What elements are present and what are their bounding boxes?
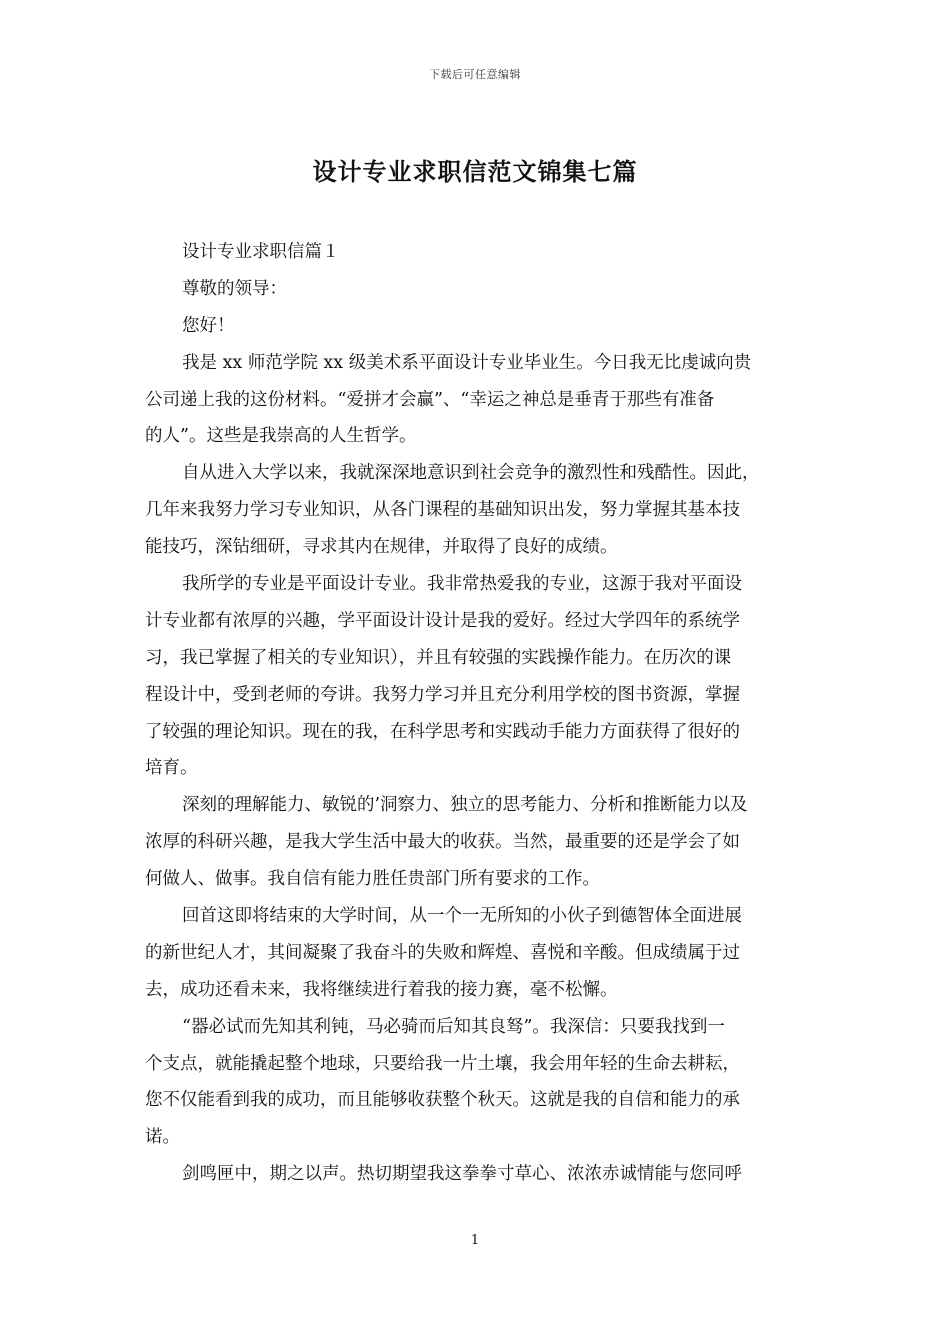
body-line: 深刻的理解能力、敏锐的’洞察力、独立的思考能力、分析和推断能力以及: [182, 795, 748, 816]
body-line: 的新世纪人才，其间凝聚了我奋斗的失败和辉煌、喜悦和辛酸。但成绩属于过: [145, 942, 740, 963]
body-line: 回首这即将结束的大学时间，从一个一无所知的小伙子到德智体全面进展: [182, 906, 742, 927]
body-line: 设计专业求职信篇１: [182, 242, 340, 262]
body-line: 诺。: [145, 1127, 180, 1148]
body-line: 何做人、做事。我自信有能力胜任贵部门所有要求的工作。: [145, 869, 600, 890]
body-line: 去，成功还看未来，我将继续进行着我的接力赛，毫不松懈。: [145, 979, 618, 1000]
body-line: 您不仅能看到我的成功，而且能够收获整个秋天。这就是我的自信和能力的承: [145, 1090, 740, 1111]
document-title: 设计专业求职信范文锦集七篇: [312, 157, 638, 186]
body-line: 能技巧，深钻细研，寻求其内在规律，并取得了良好的成绩。: [145, 537, 618, 558]
body-line: 了较强的理论知识。现在的我，在科学思考和实践动手能力方面获得了很好的: [145, 721, 740, 742]
document-body: [145, 234, 810, 1193]
header-note: 下载后可任意编辑: [429, 68, 521, 81]
body-line: 的人”。这些是我崇高的人生哲学。: [145, 426, 417, 447]
body-line: 尊敬的领导：: [182, 278, 287, 299]
body-line: 几年来我努力学习专业知识，从各门课程的基础知识出发，努力掌握其基本技: [145, 500, 740, 521]
page-number: 1: [470, 1233, 480, 1248]
body-line: 程设计中，受到老师的夸讲。我努力学习并且充分利用学校的图书资源，掌握: [145, 684, 740, 705]
body-line: “器必试而先知其利钝，马必骑而后知其良驽”。我深信：只要我找到一: [182, 1016, 725, 1037]
body-line: 公司递上我的这份材料。“爱拼才会赢”、“幸运之神总是垂青于那些有准备: [145, 389, 715, 410]
body-line: 培育。: [145, 758, 198, 779]
body-line: 个支点，就能撬起整个地球，只要给我一片土壤，我会用年轻的生命去耕耘，: [145, 1053, 740, 1074]
body-line: 您好！: [182, 315, 235, 336]
body-line: 计专业都有浓厚的兴趣，学平面设计设计是我的爱好。经过大学四年的系统学: [145, 610, 740, 631]
body-line: 习，我已掌握了相关的专业知识），并且有较强的实践操作能力。在历次的课: [145, 647, 732, 668]
body-line: 剑鸣匣中，期之以声。热切期望我这拳拳寸草心、浓浓赤诚情能与您同呼: [182, 1164, 742, 1185]
body-line: 自从进入大学以来，我就深深地意识到社会竞争的激烈性和残酷性。因此，: [182, 463, 760, 484]
body-line: 我所学的专业是平面设计专业。我非常热爱我的专业，这源于我对平面设: [182, 574, 742, 595]
body-line: 浓厚的科研兴趣，是我大学生活中最大的收获。当然，最重要的还是学会了如: [145, 832, 740, 853]
body-line: 我是 xx 师范学院 xx 级美术系平面设计专业毕业生。今日我无比虔诚向贵: [182, 352, 752, 373]
